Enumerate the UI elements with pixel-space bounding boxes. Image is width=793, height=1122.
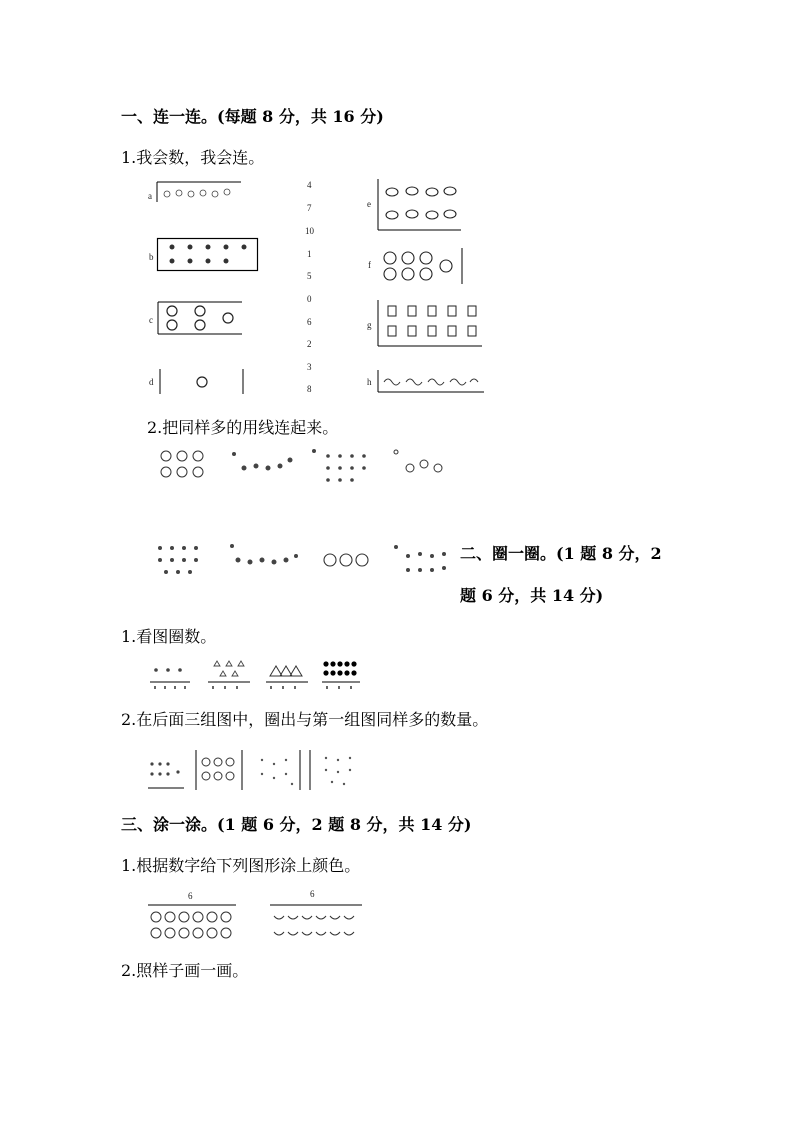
left-box-b <box>156 237 260 273</box>
match-top-group-1 <box>148 446 212 482</box>
number-6: 6 <box>307 317 312 327</box>
left-letter-a: a <box>148 191 152 201</box>
match-bottom-group-1 <box>150 542 206 578</box>
section2-heading-line1: 二、圈一圈。(1 题 8 分，2 <box>460 544 662 563</box>
circle-count-group-1 <box>148 658 194 692</box>
match-bottom-group-4 <box>390 542 450 578</box>
coloring-group-1 <box>146 900 238 942</box>
circle-count-group-2 <box>206 656 252 692</box>
s3-q2-title: 2.照样子画一画。 <box>121 961 249 980</box>
number-8: 8 <box>307 384 312 394</box>
left-box-a <box>155 180 245 204</box>
same-amount-reference <box>146 752 186 792</box>
same-amount-group-3 <box>308 748 364 792</box>
right-letter-h: h <box>367 377 372 387</box>
right-box-f <box>380 246 466 286</box>
circle-count-group-4 <box>320 658 364 694</box>
section2-heading-line2: 题 6 分，共 14 分) <box>460 586 604 605</box>
coloring-group-2 <box>268 900 364 942</box>
color-number-1: 6 <box>188 891 193 901</box>
right-box-e <box>376 177 464 233</box>
number-5: 5 <box>307 271 312 281</box>
section3-heading: 三、涂一涂。(1 题 6 分，2 题 8 分，共 14 分) <box>121 815 472 834</box>
match-top-group-2 <box>228 448 298 478</box>
right-letter-e: e <box>367 199 371 209</box>
right-letter-g: g <box>367 320 372 330</box>
number-7: 7 <box>307 203 312 213</box>
s2-q2-title: 2.在后面三组图中，圈出与第一组图同样多的数量。 <box>121 710 489 729</box>
number-0: 0 <box>307 294 312 304</box>
match-top-group-3 <box>308 446 378 486</box>
left-letter-b: b <box>149 252 154 262</box>
right-letter-f: f <box>368 260 371 270</box>
number-3: 3 <box>307 362 312 372</box>
left-letter-d: d <box>149 377 154 387</box>
match-bottom-group-2 <box>226 542 300 572</box>
s2-q1-title: 1.看图圈数。 <box>121 627 217 646</box>
left-box-c <box>156 300 246 336</box>
match-bottom-group-3 <box>320 546 376 574</box>
number-4: 4 <box>307 180 312 190</box>
left-letter-c: c <box>149 315 153 325</box>
q2-title: 2.把同样多的用线连起来。 <box>147 418 339 437</box>
same-amount-group-2 <box>250 748 304 792</box>
match-top-group-4 <box>388 446 448 482</box>
left-box-d <box>158 366 248 396</box>
right-box-h <box>376 368 488 396</box>
section1-heading: 一、连一连。(每题 8 分，共 16 分) <box>121 107 384 126</box>
color-number-2: 6 <box>310 889 315 899</box>
right-box-g <box>376 298 486 350</box>
number-2: 2 <box>307 339 312 349</box>
q1-title: 1.我会数，我会连。 <box>121 148 265 167</box>
number-1: 1 <box>307 249 312 259</box>
circle-count-group-3 <box>264 656 310 692</box>
number-10: 10 <box>305 226 314 236</box>
same-amount-group-1 <box>194 748 246 792</box>
s3-q1-title: 1.根据数字给下列图形涂上颜色。 <box>121 856 361 875</box>
